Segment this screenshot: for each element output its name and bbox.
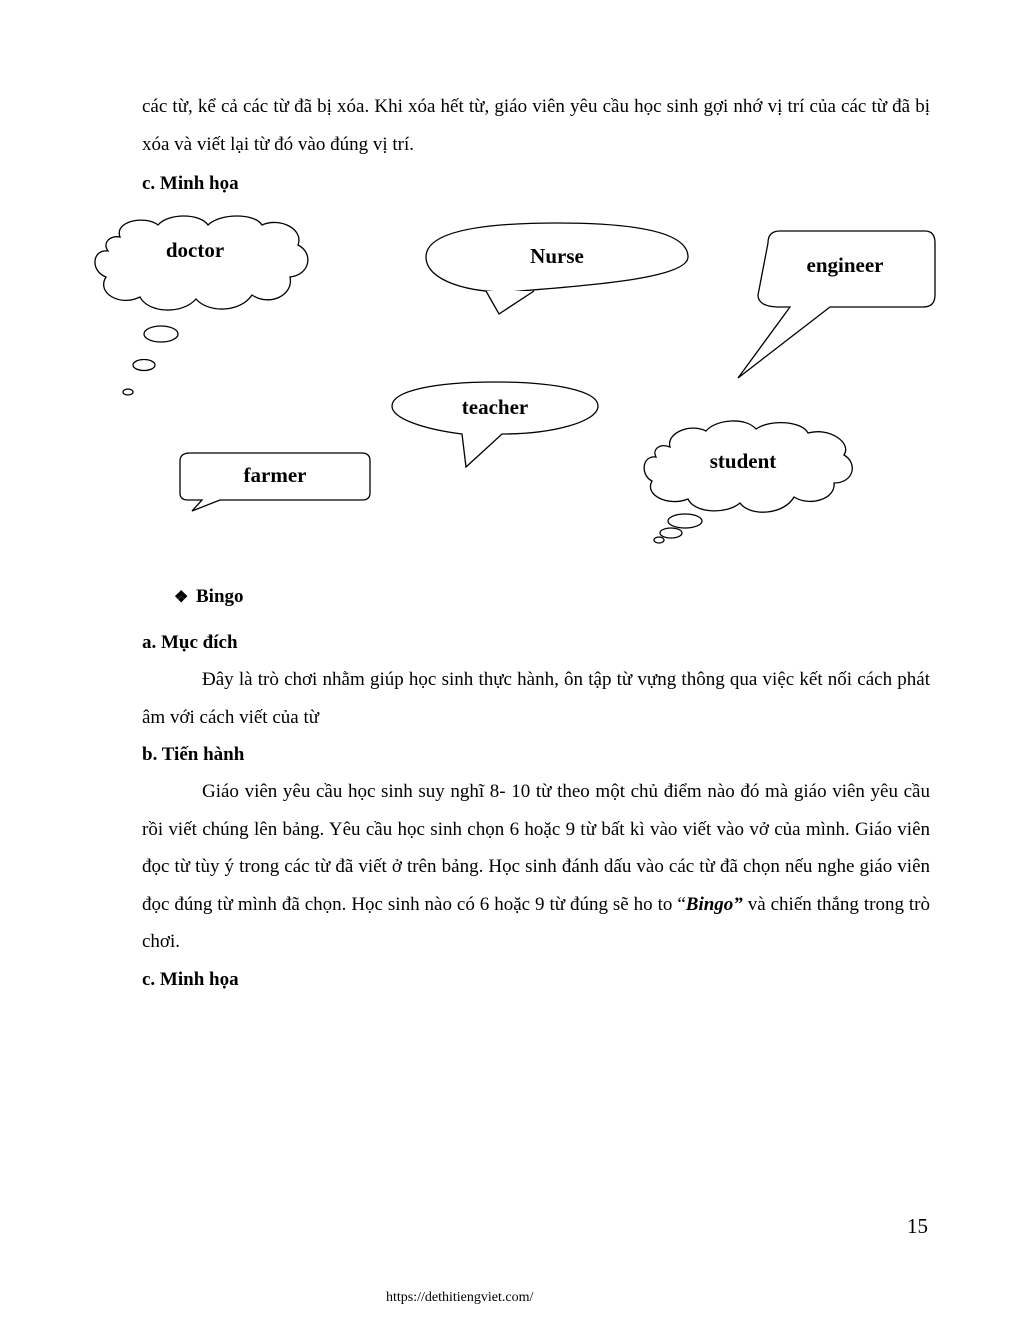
engineer-label: engineer: [806, 253, 884, 277]
bingo-title-text: Bingo: [196, 586, 244, 607]
procedure-paragraph: [142, 773, 930, 961]
student-label: student: [709, 449, 777, 473]
intro-paragraph: các từ, kể cả các từ đã bị xóa. Khi xóa hết từ, giáo viên yêu cầu học sinh gợi nhớ vị trí của các từ đã bị xóa và viết lại từ đó vào đúng vị trí.: [142, 96, 930, 155]
illustration-heading-2: c. Minh họa: [142, 969, 239, 990]
page-number: 15: [907, 1214, 928, 1238]
farmer-label: farmer: [243, 463, 307, 487]
procedure-heading: b. Tiến hành: [142, 744, 245, 765]
purpose-paragraph: Đây là trò chơi nhằm giúp học sinh thực hành, ôn tập từ vựng thông qua việc kết nối cách phát âm với cách viết của từ: [142, 669, 930, 728]
footer-url: https://dethitiengviet.com/: [386, 1290, 534, 1305]
nurse-label: Nurse: [530, 244, 584, 268]
diamond-bullet-icon: ❖: [174, 589, 189, 606]
doctor-label: doctor: [165, 238, 225, 262]
procedure-text-after: và chiến thắng trong trò chơi.: [142, 893, 930, 952]
bingo-section-title: [174, 585, 244, 610]
teacher-label: teacher: [461, 395, 529, 419]
student-cloud-bubble: [644, 421, 852, 543]
purpose-heading: a. Mục đích: [142, 632, 238, 653]
bingo-emphasis: Bingo”: [685, 893, 743, 915]
procedure-text-before: Giáo viên yêu cầu học sinh suy nghĩ 8- 10 từ theo một chủ điểm nào đó mà giáo viên yêu cầu rồi viết chúng lên bảng. Yêu cầu học sinh chọn 6 hoặc 9 từ bất kì vào viết vào vở của mình. Giáo viên đọc từ tùy ý trong các từ đã viết ở trên bảng. Học sinh đánh dấu vào các từ đã chọn nếu nghe giáo viên đọc đúng từ mình đã chọn. Học sinh nào có 6 hoặc 9 từ đúng sẽ ho to “: [142, 781, 930, 915]
word-bubbles-diagram: [90, 215, 950, 555]
illustration-heading: c. Minh họa: [142, 173, 239, 194]
